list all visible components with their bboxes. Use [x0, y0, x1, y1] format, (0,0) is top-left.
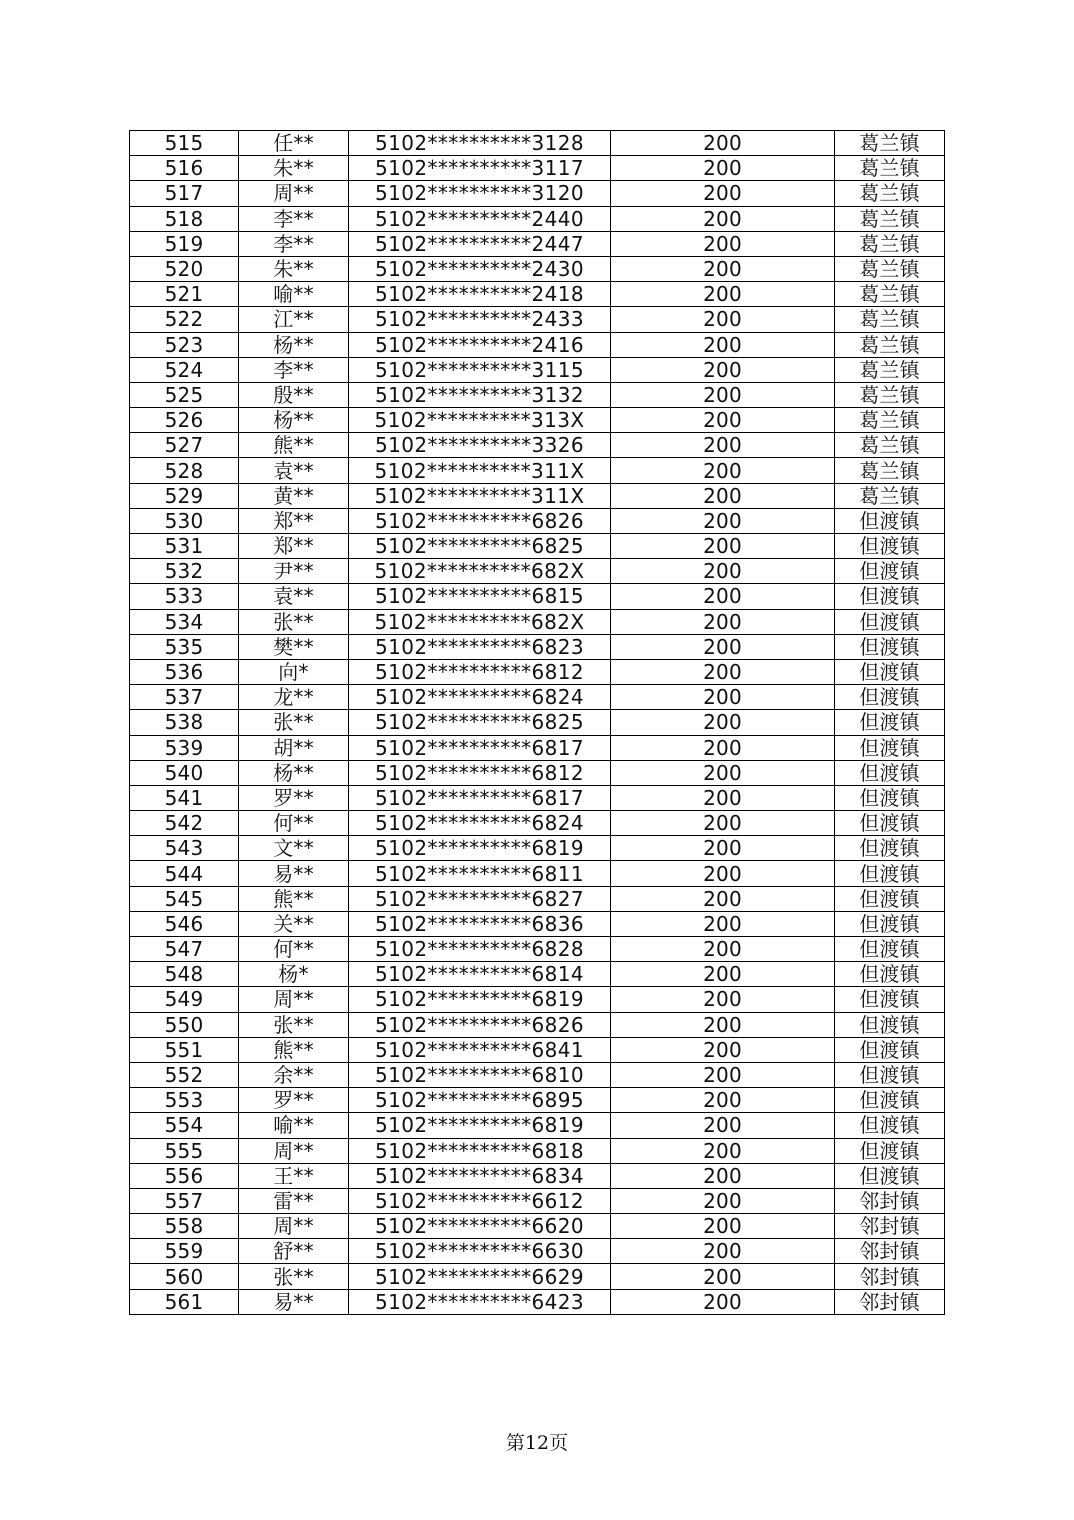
cell-id: 5102**********6824 — [349, 811, 611, 836]
cell-seq: 556 — [130, 1163, 239, 1188]
cell-amount: 200 — [611, 231, 835, 256]
cell-seq: 523 — [130, 332, 239, 357]
cell-amount: 200 — [611, 1138, 835, 1163]
cell-town: 葛兰镇 — [835, 231, 945, 256]
cell-id: 5102**********2447 — [349, 231, 611, 256]
cell-amount: 200 — [611, 307, 835, 332]
cell-id: 5102**********3128 — [349, 131, 611, 156]
cell-name: 余** — [239, 1062, 349, 1087]
records-table — [129, 130, 945, 1315]
cell-name: 张** — [239, 1012, 349, 1037]
table-row — [130, 1037, 945, 1062]
cell-name: 黄** — [239, 483, 349, 508]
cell-amount: 200 — [611, 987, 835, 1012]
cell-seq: 547 — [130, 937, 239, 962]
cell-amount: 200 — [611, 534, 835, 559]
table-row — [130, 206, 945, 231]
cell-amount: 200 — [611, 584, 835, 609]
cell-seq: 538 — [130, 710, 239, 735]
cell-seq: 544 — [130, 861, 239, 886]
cell-town: 但渡镇 — [835, 534, 945, 559]
table-row — [130, 483, 945, 508]
cell-amount: 200 — [611, 1163, 835, 1188]
cell-amount: 200 — [611, 659, 835, 684]
cell-amount: 200 — [611, 256, 835, 281]
cell-amount: 200 — [611, 382, 835, 407]
cell-id: 5102**********6825 — [349, 710, 611, 735]
cell-name: 周** — [239, 1214, 349, 1239]
cell-name: 朱** — [239, 256, 349, 281]
cell-seq: 552 — [130, 1062, 239, 1087]
cell-id: 5102**********6895 — [349, 1088, 611, 1113]
cell-seq: 535 — [130, 634, 239, 659]
cell-amount: 200 — [611, 332, 835, 357]
cell-name: 向* — [239, 659, 349, 684]
cell-amount: 200 — [611, 735, 835, 760]
cell-name: 江** — [239, 307, 349, 332]
cell-seq: 533 — [130, 584, 239, 609]
records-table-body — [130, 131, 945, 1315]
cell-id: 5102**********6827 — [349, 886, 611, 911]
cell-seq: 532 — [130, 559, 239, 584]
cell-name: 关** — [239, 911, 349, 936]
cell-seq: 529 — [130, 483, 239, 508]
cell-id: 5102**********6836 — [349, 911, 611, 936]
cell-name: 郑** — [239, 508, 349, 533]
table-row — [130, 861, 945, 886]
cell-name: 罗** — [239, 785, 349, 810]
cell-town: 但渡镇 — [835, 811, 945, 836]
cell-town: 但渡镇 — [835, 785, 945, 810]
cell-seq: 559 — [130, 1239, 239, 1264]
cell-amount: 200 — [611, 937, 835, 962]
cell-amount: 200 — [611, 181, 835, 206]
cell-name: 熊** — [239, 433, 349, 458]
cell-amount: 200 — [611, 1289, 835, 1314]
cell-amount: 200 — [611, 1188, 835, 1213]
cell-amount: 200 — [611, 1037, 835, 1062]
cell-town: 但渡镇 — [835, 861, 945, 886]
table-row — [130, 760, 945, 785]
cell-amount: 200 — [611, 760, 835, 785]
cell-id: 5102**********6817 — [349, 735, 611, 760]
table-row — [130, 408, 945, 433]
cell-name: 喻** — [239, 1113, 349, 1138]
cell-amount: 200 — [611, 483, 835, 508]
cell-town: 邻封镇 — [835, 1239, 945, 1264]
table-row — [130, 458, 945, 483]
table-row — [130, 282, 945, 307]
cell-town: 但渡镇 — [835, 634, 945, 659]
cell-seq: 522 — [130, 307, 239, 332]
table-row — [130, 685, 945, 710]
cell-amount: 200 — [611, 156, 835, 181]
cell-town: 但渡镇 — [835, 760, 945, 785]
table-row — [130, 962, 945, 987]
cell-town: 葛兰镇 — [835, 131, 945, 156]
cell-town: 但渡镇 — [835, 584, 945, 609]
cell-seq: 561 — [130, 1289, 239, 1314]
cell-town: 邻封镇 — [835, 1188, 945, 1213]
cell-town: 但渡镇 — [835, 1012, 945, 1037]
table-row — [130, 735, 945, 760]
cell-amount: 200 — [611, 1113, 835, 1138]
cell-name: 胡** — [239, 735, 349, 760]
cell-name: 杨** — [239, 760, 349, 785]
cell-name: 周** — [239, 181, 349, 206]
cell-id: 5102**********2430 — [349, 256, 611, 281]
cell-town: 葛兰镇 — [835, 307, 945, 332]
cell-amount: 200 — [611, 685, 835, 710]
cell-name: 雷** — [239, 1188, 349, 1213]
cell-town: 但渡镇 — [835, 710, 945, 735]
cell-id: 5102**********6825 — [349, 534, 611, 559]
cell-name: 殷** — [239, 382, 349, 407]
cell-seq: 549 — [130, 987, 239, 1012]
cell-id: 5102**********6812 — [349, 760, 611, 785]
cell-id: 5102**********6824 — [349, 685, 611, 710]
cell-name: 杨* — [239, 962, 349, 987]
cell-town: 但渡镇 — [835, 987, 945, 1012]
cell-id: 5102**********6630 — [349, 1239, 611, 1264]
table-row — [130, 1289, 945, 1314]
cell-amount: 200 — [611, 1062, 835, 1087]
cell-name: 文** — [239, 836, 349, 861]
cell-name: 袁** — [239, 584, 349, 609]
table-row — [130, 332, 945, 357]
cell-name: 周** — [239, 1138, 349, 1163]
cell-town: 但渡镇 — [835, 659, 945, 684]
table-row — [130, 231, 945, 256]
table-row — [130, 811, 945, 836]
cell-id: 5102**********6423 — [349, 1289, 611, 1314]
cell-seq: 534 — [130, 609, 239, 634]
cell-seq: 521 — [130, 282, 239, 307]
cell-seq: 546 — [130, 911, 239, 936]
table-row — [130, 181, 945, 206]
table-row — [130, 911, 945, 936]
cell-name: 张** — [239, 710, 349, 735]
cell-amount: 200 — [611, 408, 835, 433]
cell-id: 5102**********313X — [349, 408, 611, 433]
cell-amount: 200 — [611, 282, 835, 307]
cell-seq: 560 — [130, 1264, 239, 1289]
table-row — [130, 1163, 945, 1188]
table-row — [130, 307, 945, 332]
cell-town: 但渡镇 — [835, 508, 945, 533]
cell-amount: 200 — [611, 508, 835, 533]
cell-seq: 536 — [130, 659, 239, 684]
cell-town: 葛兰镇 — [835, 256, 945, 281]
page-number: 第12页 — [505, 1432, 569, 1454]
cell-town: 葛兰镇 — [835, 357, 945, 382]
cell-seq: 527 — [130, 433, 239, 458]
cell-seq: 516 — [130, 156, 239, 181]
table-row — [130, 559, 945, 584]
table-row — [130, 785, 945, 810]
cell-id: 5102**********6826 — [349, 1012, 611, 1037]
cell-id: 5102**********311X — [349, 483, 611, 508]
cell-amount: 200 — [611, 559, 835, 584]
cell-seq: 543 — [130, 836, 239, 861]
cell-seq: 557 — [130, 1188, 239, 1213]
cell-amount: 200 — [611, 1088, 835, 1113]
cell-name: 何** — [239, 937, 349, 962]
cell-id: 5102**********6819 — [349, 836, 611, 861]
cell-town: 但渡镇 — [835, 1113, 945, 1138]
cell-id: 5102**********3132 — [349, 382, 611, 407]
cell-name: 朱** — [239, 156, 349, 181]
cell-amount: 200 — [611, 357, 835, 382]
cell-town: 葛兰镇 — [835, 458, 945, 483]
cell-name: 李** — [239, 231, 349, 256]
table-row — [130, 659, 945, 684]
cell-amount: 200 — [611, 433, 835, 458]
cell-town: 葛兰镇 — [835, 181, 945, 206]
cell-town: 葛兰镇 — [835, 206, 945, 231]
cell-id: 5102**********6814 — [349, 962, 611, 987]
cell-town: 但渡镇 — [835, 836, 945, 861]
cell-id: 5102**********682X — [349, 559, 611, 584]
cell-town: 但渡镇 — [835, 886, 945, 911]
cell-amount: 200 — [611, 1012, 835, 1037]
cell-amount: 200 — [611, 962, 835, 987]
cell-town: 但渡镇 — [835, 1138, 945, 1163]
cell-id: 5102**********6811 — [349, 861, 611, 886]
cell-town: 邻封镇 — [835, 1289, 945, 1314]
cell-id: 5102**********2433 — [349, 307, 611, 332]
cell-seq: 518 — [130, 206, 239, 231]
cell-town: 但渡镇 — [835, 962, 945, 987]
cell-amount: 200 — [611, 1214, 835, 1239]
cell-amount: 200 — [611, 634, 835, 659]
cell-id: 5102**********3115 — [349, 357, 611, 382]
cell-id: 5102**********6620 — [349, 1214, 611, 1239]
cell-town: 但渡镇 — [835, 1037, 945, 1062]
cell-seq: 550 — [130, 1012, 239, 1037]
cell-seq: 539 — [130, 735, 239, 760]
table-row — [130, 1239, 945, 1264]
cell-id: 5102**********3326 — [349, 433, 611, 458]
cell-name: 李** — [239, 206, 349, 231]
cell-seq: 545 — [130, 886, 239, 911]
cell-id: 5102**********6612 — [349, 1188, 611, 1213]
cell-name: 樊** — [239, 634, 349, 659]
cell-town: 葛兰镇 — [835, 408, 945, 433]
cell-name: 罗** — [239, 1088, 349, 1113]
cell-name: 易** — [239, 861, 349, 886]
table-row — [130, 534, 945, 559]
cell-seq: 558 — [130, 1214, 239, 1239]
cell-amount: 200 — [611, 1264, 835, 1289]
cell-name: 杨** — [239, 332, 349, 357]
cell-town: 葛兰镇 — [835, 332, 945, 357]
cell-town: 葛兰镇 — [835, 433, 945, 458]
cell-town: 邻封镇 — [835, 1264, 945, 1289]
cell-town: 但渡镇 — [835, 685, 945, 710]
table-row — [130, 937, 945, 962]
cell-id: 5102**********6812 — [349, 659, 611, 684]
cell-town: 但渡镇 — [835, 1062, 945, 1087]
cell-amount: 200 — [611, 811, 835, 836]
table-row — [130, 131, 945, 156]
cell-amount: 200 — [611, 861, 835, 886]
cell-id: 5102**********2418 — [349, 282, 611, 307]
cell-seq: 517 — [130, 181, 239, 206]
cell-id: 5102**********6828 — [349, 937, 611, 962]
cell-id: 5102**********6826 — [349, 508, 611, 533]
cell-amount: 200 — [611, 836, 835, 861]
cell-seq: 554 — [130, 1113, 239, 1138]
table-row — [130, 634, 945, 659]
cell-name: 任** — [239, 131, 349, 156]
cell-id: 5102**********311X — [349, 458, 611, 483]
cell-seq: 537 — [130, 685, 239, 710]
cell-name: 周** — [239, 987, 349, 1012]
cell-seq: 519 — [130, 231, 239, 256]
cell-id: 5102**********6817 — [349, 785, 611, 810]
cell-seq: 553 — [130, 1088, 239, 1113]
cell-seq: 542 — [130, 811, 239, 836]
table-row — [130, 382, 945, 407]
cell-id: 5102**********6629 — [349, 1264, 611, 1289]
cell-amount: 200 — [611, 206, 835, 231]
table-row — [130, 1113, 945, 1138]
cell-seq: 524 — [130, 357, 239, 382]
cell-name: 尹** — [239, 559, 349, 584]
cell-name: 龙** — [239, 685, 349, 710]
cell-town: 邻封镇 — [835, 1214, 945, 1239]
cell-seq: 531 — [130, 534, 239, 559]
cell-id: 5102**********6819 — [349, 987, 611, 1012]
cell-name: 张** — [239, 609, 349, 634]
cell-town: 但渡镇 — [835, 937, 945, 962]
cell-amount: 200 — [611, 609, 835, 634]
table-row — [130, 987, 945, 1012]
cell-name: 郑** — [239, 534, 349, 559]
table-row — [130, 1188, 945, 1213]
cell-seq: 528 — [130, 458, 239, 483]
cell-name: 易** — [239, 1289, 349, 1314]
cell-town: 但渡镇 — [835, 735, 945, 760]
cell-id: 5102**********6818 — [349, 1138, 611, 1163]
cell-town: 但渡镇 — [835, 559, 945, 584]
cell-id: 5102**********682X — [349, 609, 611, 634]
cell-name: 李** — [239, 357, 349, 382]
cell-seq: 515 — [130, 131, 239, 156]
cell-town: 葛兰镇 — [835, 382, 945, 407]
cell-seq: 530 — [130, 508, 239, 533]
cell-town: 但渡镇 — [835, 1163, 945, 1188]
table-row — [130, 1088, 945, 1113]
cell-seq: 541 — [130, 785, 239, 810]
cell-id: 5102**********6810 — [349, 1062, 611, 1087]
cell-name: 熊** — [239, 886, 349, 911]
cell-name: 王** — [239, 1163, 349, 1188]
cell-id: 5102**********6815 — [349, 584, 611, 609]
table-row — [130, 256, 945, 281]
cell-name: 何** — [239, 811, 349, 836]
table-row — [130, 1138, 945, 1163]
cell-id: 5102**********6834 — [349, 1163, 611, 1188]
cell-amount: 200 — [611, 886, 835, 911]
cell-amount: 200 — [611, 458, 835, 483]
cell-seq: 551 — [130, 1037, 239, 1062]
table-row — [130, 1012, 945, 1037]
table-row — [130, 508, 945, 533]
cell-name: 张** — [239, 1264, 349, 1289]
cell-town: 但渡镇 — [835, 1088, 945, 1113]
cell-amount: 200 — [611, 131, 835, 156]
cell-id: 5102**********6841 — [349, 1037, 611, 1062]
table-row — [130, 836, 945, 861]
table-row — [130, 1214, 945, 1239]
cell-seq: 520 — [130, 256, 239, 281]
cell-town: 但渡镇 — [835, 609, 945, 634]
cell-id: 5102**********2416 — [349, 332, 611, 357]
cell-seq: 526 — [130, 408, 239, 433]
cell-amount: 200 — [611, 911, 835, 936]
table-row — [130, 156, 945, 181]
cell-amount: 200 — [611, 710, 835, 735]
cell-id: 5102**********6819 — [349, 1113, 611, 1138]
cell-seq: 555 — [130, 1138, 239, 1163]
cell-id: 5102**********3120 — [349, 181, 611, 206]
cell-town: 葛兰镇 — [835, 483, 945, 508]
cell-name: 袁** — [239, 458, 349, 483]
cell-seq: 540 — [130, 760, 239, 785]
cell-amount: 200 — [611, 785, 835, 810]
cell-seq: 525 — [130, 382, 239, 407]
table-row — [130, 710, 945, 735]
cell-name: 杨** — [239, 408, 349, 433]
cell-name: 舒** — [239, 1239, 349, 1264]
cell-town: 葛兰镇 — [835, 282, 945, 307]
cell-id: 5102**********2440 — [349, 206, 611, 231]
cell-town: 葛兰镇 — [835, 156, 945, 181]
cell-id: 5102**********6823 — [349, 634, 611, 659]
table-row — [130, 1264, 945, 1289]
cell-name: 熊** — [239, 1037, 349, 1062]
cell-town: 但渡镇 — [835, 911, 945, 936]
table-row — [130, 433, 945, 458]
cell-seq: 548 — [130, 962, 239, 987]
table-row — [130, 1062, 945, 1087]
table-row — [130, 584, 945, 609]
cell-name: 喻** — [239, 282, 349, 307]
table-row — [130, 357, 945, 382]
table-row — [130, 886, 945, 911]
table-row — [130, 609, 945, 634]
cell-amount: 200 — [611, 1239, 835, 1264]
cell-id: 5102**********3117 — [349, 156, 611, 181]
